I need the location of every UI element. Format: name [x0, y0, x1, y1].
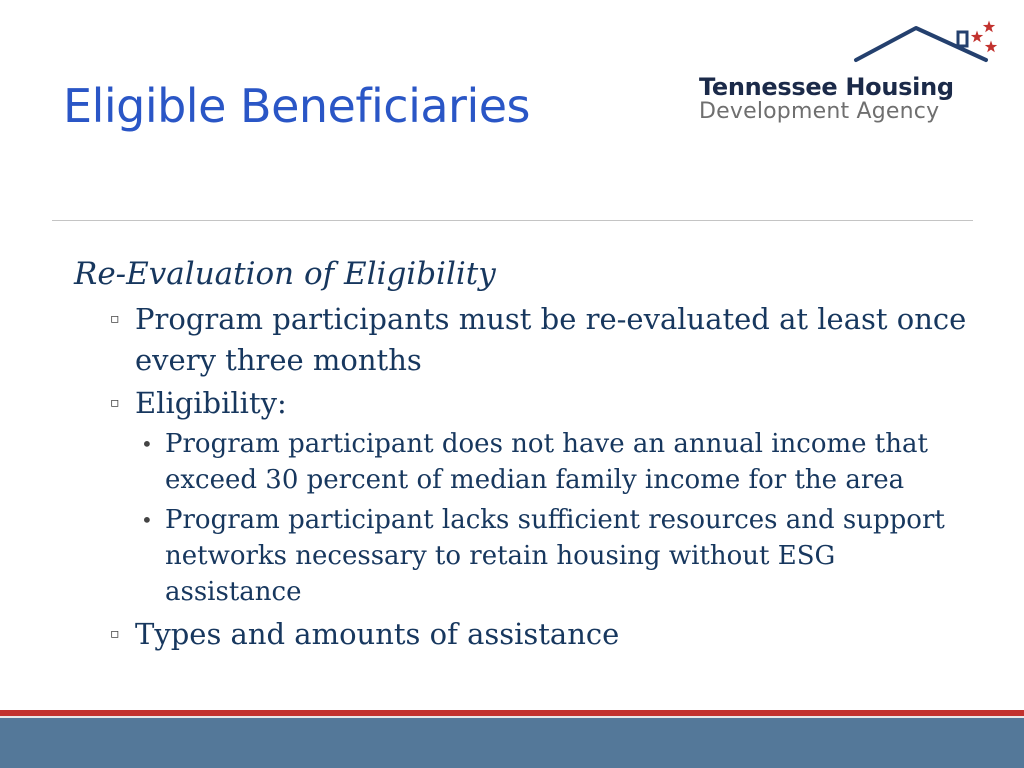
bullet-text: Types and amounts of assistance — [135, 617, 620, 651]
sub-bullet-text: Program participant does not have an annual income that exceed 30 percent of median family income for the area — [165, 429, 928, 495]
logo-text-line1: Tennessee Housing — [699, 73, 954, 101]
hollow-square-bullet-icon: ▫ — [110, 395, 120, 411]
sub-bullet-item — [135, 426, 974, 498]
section-subheading: Re-Evaluation of Eligibility — [74, 256, 496, 292]
bullet-item — [74, 383, 974, 610]
sub-bullet-list — [135, 426, 974, 610]
bullet-text: Program participants must be re-evaluated at least once every three months — [135, 302, 967, 377]
slide-title: Eligible Beneficiaries — [63, 79, 531, 133]
dot-bullet-icon: • — [141, 508, 153, 532]
dot-bullet-icon: • — [141, 432, 153, 456]
footer-band — [0, 718, 1024, 768]
logo-text-line2: Development Agency — [699, 99, 940, 124]
hollow-square-bullet-icon: ▫ — [110, 626, 120, 642]
bullet-item — [74, 614, 974, 655]
slide-body — [74, 253, 974, 657]
bullet-item — [74, 299, 974, 381]
bullet-list — [74, 299, 974, 655]
sub-bullet-item — [135, 502, 974, 610]
title-divider — [52, 220, 973, 221]
tennessee-housing-logo — [696, 20, 1002, 124]
bullet-text: Eligibility: — [135, 386, 287, 420]
hollow-square-bullet-icon: ▫ — [110, 311, 120, 327]
house-roof-stars-icon — [696, 20, 1002, 80]
sub-bullet-text: Program participant lacks sufficient resources and support networks necessary to retain housing without ESG assistance — [165, 505, 945, 607]
